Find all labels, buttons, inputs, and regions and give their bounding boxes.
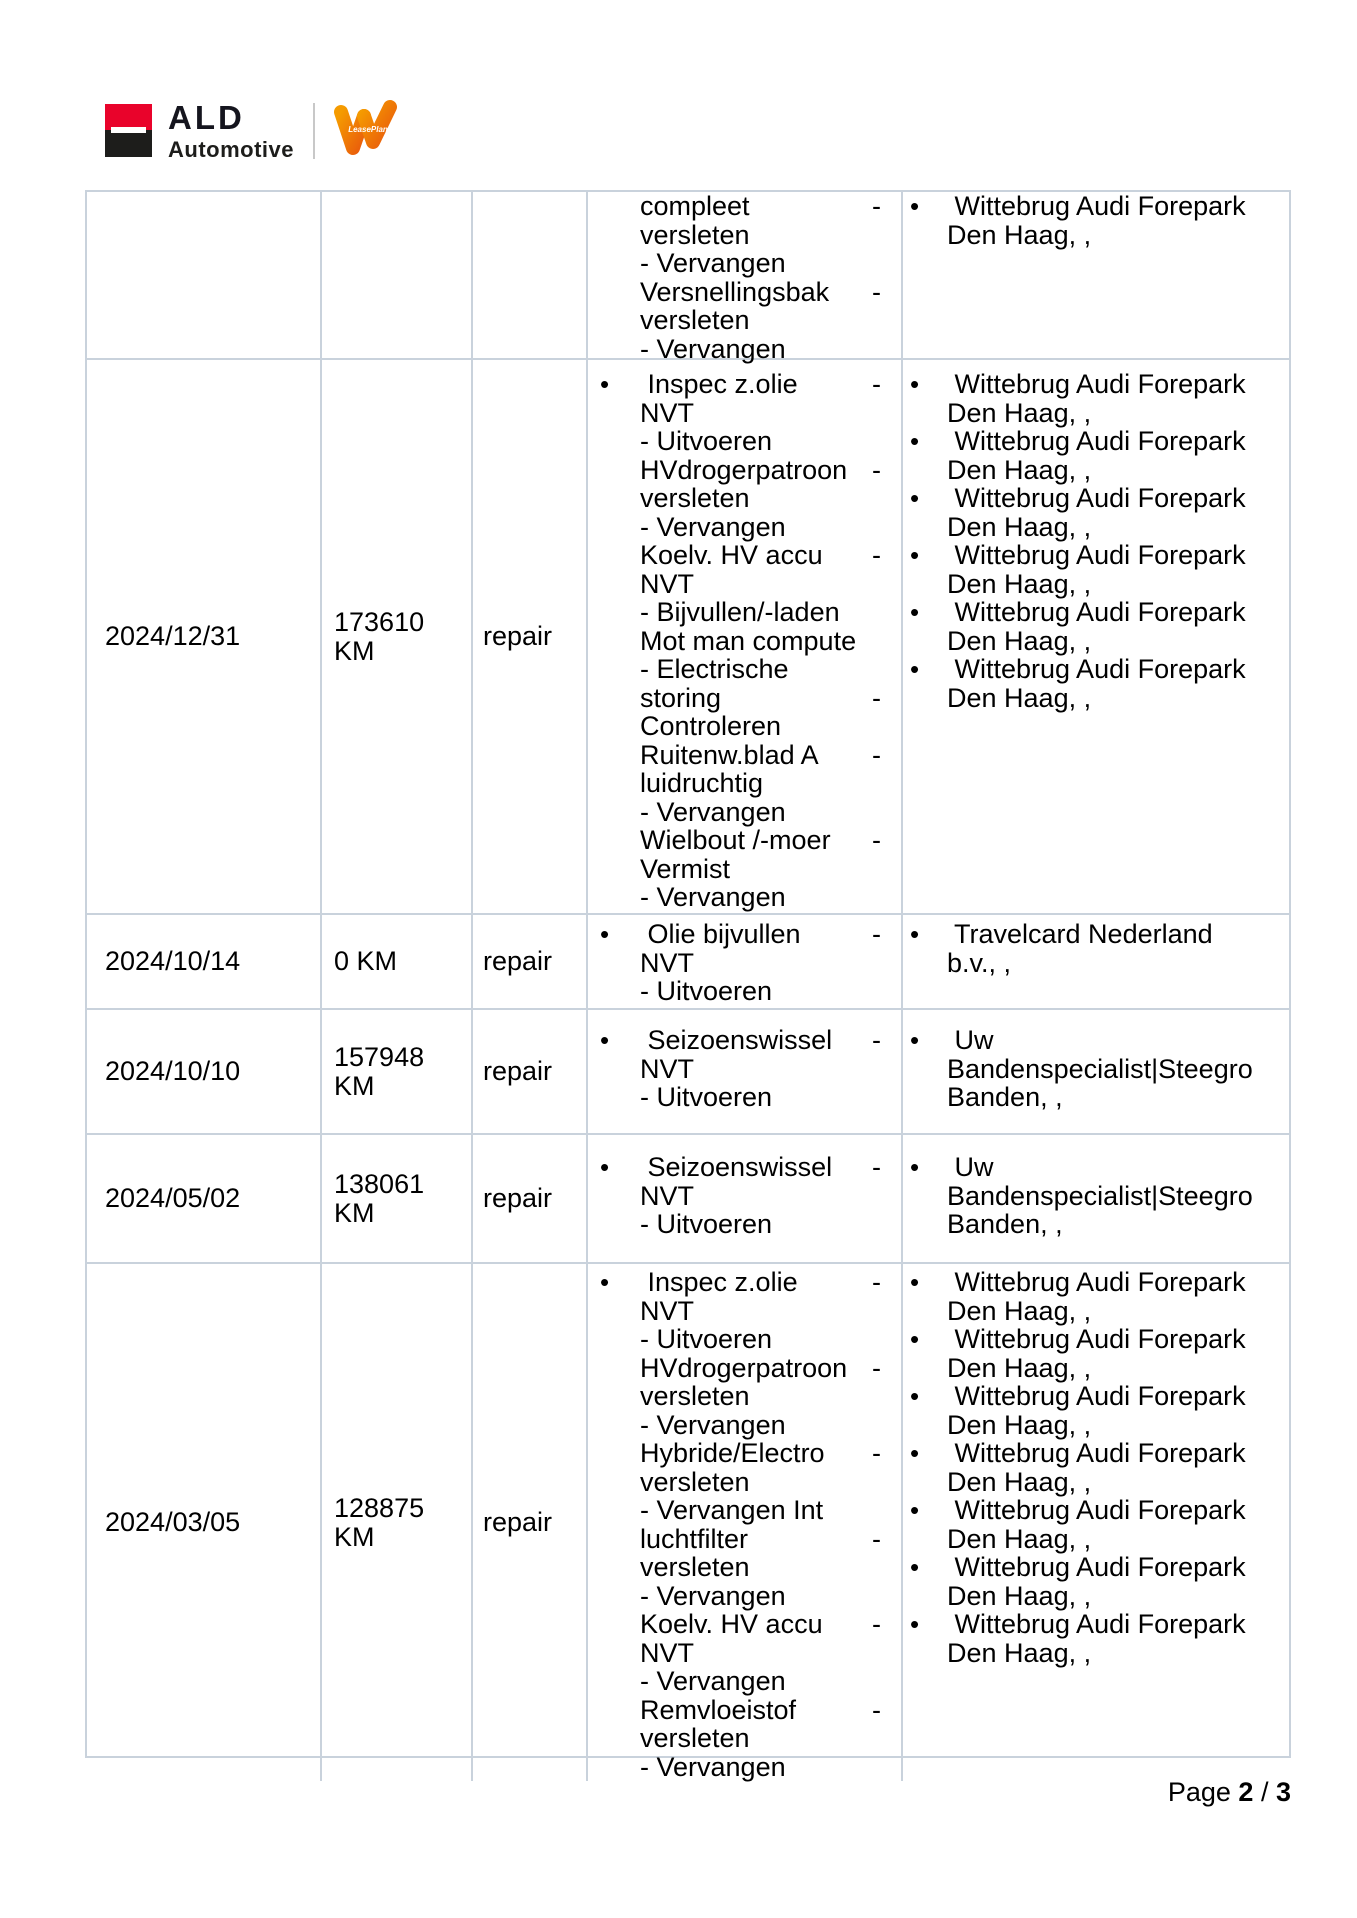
line-text: Wielbout /-moer [640, 825, 831, 855]
line-text: Inspec z.olie [640, 1267, 798, 1297]
line-text: Olie bijvullen [640, 919, 801, 949]
provider-item-lines [947, 1153, 1279, 1239]
text-line [640, 192, 881, 221]
date-cell-text: 2024/10/10 [105, 1056, 241, 1087]
logo-divider [313, 103, 315, 159]
text-line: - Bijvullen/-laden [640, 597, 840, 627]
line-hyphen: - [872, 1267, 881, 1297]
line-hyphen: - [872, 1025, 881, 1055]
provider-item [910, 1610, 1279, 1667]
bullet-icon: • [910, 1438, 920, 1468]
line-text: compleet [640, 191, 750, 221]
text-line: Wittebrug Audi Forepark [947, 597, 1246, 627]
line-text: luchtfilter [640, 1523, 749, 1554]
text-line: Wittebrug Audi Forepark [947, 1438, 1246, 1468]
provider-item [910, 1439, 1279, 1496]
text-line [640, 1696, 881, 1725]
bullet-icon: • [910, 1495, 920, 1525]
page-total: 3 [1275, 1777, 1291, 1807]
text-line [640, 370, 881, 399]
provider-cell [901, 192, 1289, 363]
provider-item-lines [947, 427, 1279, 484]
description-item [600, 920, 881, 1006]
text-line: b.v., , [947, 947, 1012, 978]
text-line: - Electrische [640, 654, 789, 684]
description-item [600, 1268, 881, 1781]
bullet-icon: • [600, 1152, 610, 1182]
date-cell [87, 1010, 320, 1133]
line-text: HVdrogerpatroon [640, 454, 848, 485]
bullet-icon: • [910, 1025, 920, 1055]
text-line: Wittebrug Audi Forepark [947, 1267, 1246, 1297]
line-hyphen: - [872, 919, 881, 949]
text-line [640, 920, 881, 949]
provider-item [910, 655, 1279, 712]
text-line: versleten [640, 305, 750, 335]
provider-item [910, 920, 1279, 977]
line-text: Koelv. HV accu [640, 540, 823, 570]
provider-item-lines [947, 1553, 1279, 1610]
line-hyphen: - [872, 369, 881, 399]
date-cell-text: 2024/12/31 [105, 621, 241, 652]
line-text: Seizoenswissel [640, 1152, 833, 1182]
text-line: Wittebrug Audi Forepark [947, 654, 1246, 684]
text-line: luidruchtig [640, 768, 764, 798]
text-line [640, 1268, 881, 1297]
line-hyphen: - [872, 825, 881, 855]
provider-item [910, 1026, 1279, 1112]
line-hyphen: - [872, 454, 881, 485]
provider-cell [901, 1010, 1289, 1133]
km-cell [320, 1264, 471, 1781]
bullet-icon: • [910, 426, 920, 456]
line-text: Versnellingsbak [640, 276, 830, 307]
type-cell [471, 1135, 586, 1262]
text-line: NVT [640, 1295, 694, 1326]
provider-cell [901, 1135, 1289, 1262]
text-line: - Uitvoeren [640, 976, 773, 1006]
provider-item [910, 484, 1279, 541]
table-row [87, 191, 1289, 364]
bullet-icon: • [910, 1609, 920, 1639]
provider-item [910, 370, 1279, 427]
text-line: Banden, , [947, 1082, 1063, 1112]
provider-item-lines [947, 920, 1279, 977]
date-cell [87, 915, 320, 1008]
bullet-icon: • [910, 1152, 920, 1182]
text-line: - Vervangen Int [640, 1495, 824, 1525]
type-cell-text: repair [483, 1056, 553, 1087]
page-separator: / [1260, 1777, 1269, 1807]
text-line: NVT [640, 568, 694, 599]
text-line: NVT [640, 1180, 694, 1211]
text-line: Wittebrug Audi Forepark [947, 483, 1246, 513]
line-hyphen: - [872, 191, 881, 221]
line-hyphen: - [872, 276, 881, 307]
date-cell [87, 1264, 320, 1781]
km-cell-text: 128875 KM [334, 1493, 425, 1552]
date-cell [87, 192, 320, 363]
description-cell [586, 1010, 901, 1133]
text-line: - Uitvoeren [640, 1209, 773, 1239]
description-item-lines [640, 1153, 881, 1239]
text-line: Wittebrug Audi Forepark [947, 191, 1246, 221]
provider-item [910, 1325, 1279, 1382]
km-cell [320, 915, 471, 1008]
date-cell-text: 2024/10/14 [105, 946, 241, 977]
line-hyphen: - [872, 1352, 881, 1383]
description-item-lines [640, 1268, 881, 1781]
type-cell-text: repair [483, 621, 553, 652]
line-text: Ruitenw.blad A [640, 739, 819, 770]
text-line [640, 741, 881, 770]
line-hyphen: - [872, 1609, 881, 1639]
km-cell [320, 1135, 471, 1262]
text-line: - Vervangen [640, 1751, 786, 1782]
text-line: - Vervangen [640, 1666, 786, 1696]
bullet-icon: • [910, 597, 920, 627]
provider-item [910, 1553, 1279, 1610]
text-line [640, 278, 881, 307]
provider-item-lines [947, 655, 1279, 712]
ald-logo-subtitle: Automotive [168, 137, 294, 162]
date-cell-text: 2024/05/02 [105, 1183, 241, 1214]
text-line: Bandenspecialist|Steegro [947, 1053, 1253, 1084]
text-line: NVT [640, 1637, 694, 1668]
line-text: storing [640, 682, 722, 713]
leaseplan-w-icon [330, 96, 402, 162]
provider-item [910, 598, 1279, 655]
description-cell [586, 915, 901, 1008]
text-line: Den Haag, , [947, 1523, 1092, 1554]
provider-item-lines [947, 1325, 1279, 1382]
text-line [640, 1610, 881, 1639]
text-line: Den Haag, , [947, 219, 1092, 250]
ald-logo-white-bar [111, 127, 146, 133]
provider-item [910, 541, 1279, 598]
description-cell [586, 360, 901, 913]
date-cell-text: 2024/03/05 [105, 1507, 241, 1538]
km-cell [320, 360, 471, 913]
bullet-icon: • [600, 919, 610, 949]
text-line: versleten [640, 1466, 750, 1497]
text-line: Wittebrug Audi Forepark [947, 426, 1246, 456]
description-cell [586, 192, 901, 363]
provider-item [910, 1153, 1279, 1239]
line-hyphen: - [872, 540, 881, 570]
text-line: Den Haag, , [947, 625, 1092, 656]
type-cell-text: repair [483, 1183, 553, 1214]
provider-item [910, 427, 1279, 484]
description-item [600, 370, 881, 912]
text-line: Vermist [640, 853, 731, 884]
text-line: NVT [640, 947, 694, 978]
provider-cell [901, 915, 1289, 1008]
provider-item [910, 1382, 1279, 1439]
text-line: Wittebrug Audi Forepark [947, 1552, 1246, 1582]
table-row [87, 913, 1289, 1008]
bullet-icon: • [910, 1267, 920, 1297]
description-item-lines [640, 192, 881, 363]
provider-item-lines [947, 1026, 1279, 1112]
type-cell [471, 915, 586, 1008]
provider-item-lines [947, 1382, 1279, 1439]
text-line: Den Haag, , [947, 1352, 1092, 1383]
bullet-icon: • [600, 1267, 610, 1297]
text-line: Den Haag, , [947, 511, 1092, 542]
km-cell-text: 0 KM [334, 946, 398, 977]
text-line: versleten [640, 483, 750, 513]
type-cell [471, 1264, 586, 1781]
text-line: - Vervangen [640, 1409, 786, 1440]
bullet-icon: • [910, 369, 920, 399]
text-line: Wittebrug Audi Forepark [947, 1381, 1246, 1411]
text-line: Uw [947, 1025, 994, 1055]
text-line [640, 1153, 881, 1182]
text-line: - Vervangen [640, 1580, 786, 1611]
provider-cell [901, 360, 1289, 913]
provider-item-lines [947, 1268, 1279, 1325]
text-line: Mot man compute [640, 625, 857, 656]
description-item [600, 1153, 881, 1239]
type-cell-text: repair [483, 1507, 553, 1538]
text-line [640, 456, 881, 485]
text-line: versleten [640, 219, 750, 250]
ald-logo-black-block [105, 130, 152, 157]
text-line [640, 1354, 881, 1383]
table-row [87, 1262, 1289, 1782]
text-line [640, 541, 881, 570]
text-line: - Vervangen [640, 248, 786, 278]
text-line: NVT [640, 1053, 694, 1084]
provider-item-lines [947, 484, 1279, 541]
line-hyphen: - [872, 682, 881, 713]
table-row [87, 358, 1289, 913]
bullet-icon: • [910, 1381, 920, 1411]
table-row [87, 1008, 1289, 1133]
km-cell-text: 157948 KM [334, 1042, 425, 1101]
ald-logo-text [168, 101, 294, 161]
description-item-lines [640, 920, 881, 1006]
text-line [640, 1525, 881, 1554]
line-text: Remvloeistof [640, 1694, 797, 1725]
text-line: Wittebrug Audi Forepark [947, 540, 1246, 570]
maintenance-table [85, 190, 1291, 1782]
line-hyphen: - [872, 1438, 881, 1468]
text-line: - Uitvoeren [640, 426, 773, 456]
text-line [640, 684, 881, 713]
text-line: Den Haag, , [947, 568, 1092, 599]
type-cell [471, 360, 586, 913]
text-line [640, 1026, 881, 1055]
description-item [600, 192, 881, 363]
bullet-icon: • [910, 919, 920, 949]
date-cell [87, 360, 320, 913]
table-row [87, 1133, 1289, 1262]
type-cell-text: repair [483, 946, 553, 977]
description-item-lines [640, 1026, 881, 1112]
text-line: - Vervangen [640, 333, 786, 364]
ald-logo-mark [105, 104, 152, 157]
provider-item-lines [947, 1610, 1279, 1667]
text-line: Den Haag, , [947, 682, 1092, 713]
text-line: Den Haag, , [947, 1580, 1092, 1611]
text-line [640, 1439, 881, 1468]
text-line: Wittebrug Audi Forepark [947, 1324, 1246, 1354]
line-text: HVdrogerpatroon [640, 1352, 848, 1383]
bullet-icon: • [910, 483, 920, 513]
bullet-icon: • [910, 1552, 920, 1582]
text-line: versleten [640, 1381, 750, 1411]
line-text: Seizoenswissel [640, 1025, 833, 1055]
page-label: Page [1167, 1777, 1231, 1807]
km-cell [320, 1010, 471, 1133]
text-line: - Vervangen [640, 511, 786, 542]
header [0, 0, 1357, 190]
line-text: Koelv. HV accu [640, 1609, 823, 1639]
provider-item-lines [947, 192, 1279, 249]
km-cell-text: 173610 KM [334, 607, 425, 666]
text-line: Den Haag, , [947, 1466, 1092, 1497]
text-line: Wittebrug Audi Forepark [947, 1495, 1246, 1525]
provider-item-lines [947, 370, 1279, 427]
text-line: versleten [640, 1723, 750, 1753]
text-line: Banden, , [947, 1209, 1063, 1239]
text-line: - Vervangen [640, 796, 786, 827]
provider-item [910, 1496, 1279, 1553]
text-line: Travelcard Nederland [947, 919, 1213, 949]
leaseplan-logo-text: LeasePlan [348, 125, 388, 134]
line-hyphen: - [872, 1523, 881, 1554]
text-line: Den Haag, , [947, 1637, 1092, 1668]
km-cell [320, 192, 471, 363]
text-line [640, 826, 881, 855]
description-item [600, 1026, 881, 1112]
description-item-lines [640, 370, 881, 912]
bullet-icon: • [600, 1025, 610, 1055]
text-line: - Uitvoeren [640, 1082, 773, 1112]
bullet-icon: • [910, 654, 920, 684]
text-line: NVT [640, 397, 694, 428]
provider-item [910, 192, 1279, 249]
line-text: Inspec z.olie [640, 369, 798, 399]
provider-item-lines [947, 541, 1279, 598]
line-hyphen: - [872, 1694, 881, 1725]
line-hyphen: - [872, 739, 881, 770]
km-cell-text: 138061 KM [334, 1169, 425, 1228]
text-line: Den Haag, , [947, 397, 1092, 428]
bullet-icon: • [910, 540, 920, 570]
type-cell [471, 1010, 586, 1133]
provider-item-lines [947, 1496, 1279, 1553]
provider-item-lines [947, 598, 1279, 655]
type-cell [471, 192, 586, 363]
bullet-icon: • [910, 191, 920, 221]
page-current: 2 [1238, 1777, 1254, 1807]
provider-item-lines [947, 1439, 1279, 1496]
text-line: Bandenspecialist|Steegro [947, 1180, 1253, 1211]
text-line: Controleren [640, 711, 782, 741]
leaseplan-logo [330, 96, 402, 162]
bullet-icon: • [910, 1324, 920, 1354]
provider-item [910, 1268, 1279, 1325]
text-line: Den Haag, , [947, 454, 1092, 485]
bullet-icon: • [600, 369, 610, 399]
text-line: Wittebrug Audi Forepark [947, 369, 1246, 399]
line-hyphen: - [872, 1152, 881, 1182]
description-cell [586, 1264, 901, 1781]
ald-logo-title: ALD [168, 99, 245, 136]
line-text: Hybride/Electro [640, 1438, 825, 1468]
date-cell [87, 1135, 320, 1262]
text-line: Den Haag, , [947, 1409, 1092, 1440]
page-footer [1168, 1776, 1291, 1808]
text-line: Uw [947, 1152, 994, 1182]
text-line: versleten [640, 1552, 750, 1582]
text-line: - Uitvoeren [640, 1324, 773, 1354]
text-line: Wittebrug Audi Forepark [947, 1609, 1246, 1639]
provider-cell [901, 1264, 1289, 1781]
description-cell [586, 1135, 901, 1262]
text-line: Den Haag, , [947, 1295, 1092, 1326]
text-line: - Vervangen [640, 882, 786, 912]
